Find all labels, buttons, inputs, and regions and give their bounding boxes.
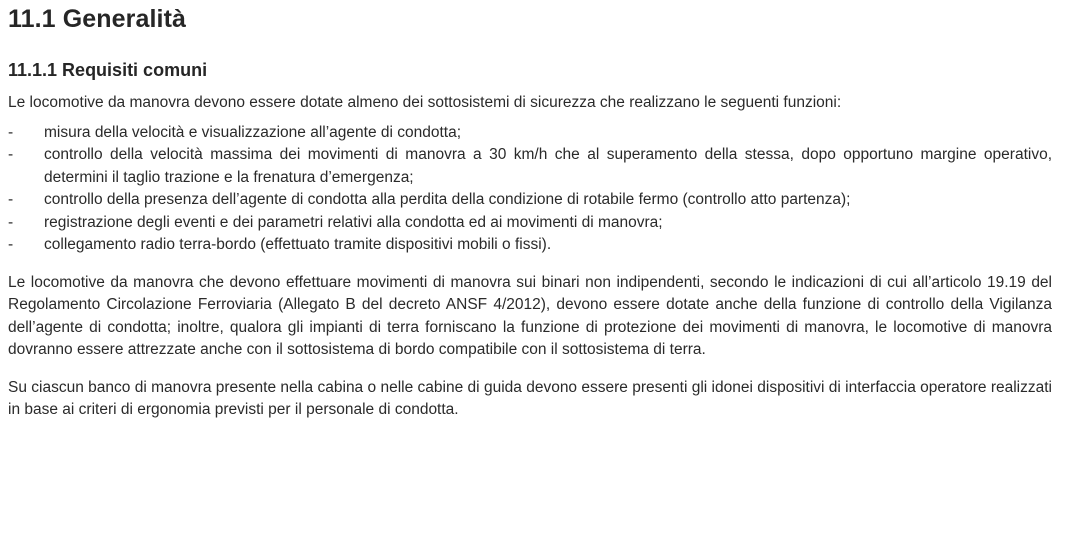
list-dash: -	[8, 191, 14, 208]
section-title: 11.1 Generalità	[8, 5, 187, 33]
requirement-text: misura della velocità e visualizzazione all’agente di condotta;	[44, 123, 462, 141]
intro-paragraph: Le locomotive da manovra devono essere dotate almeno dei sottosistemi di sicurezza che realizzano le seguenti funzioni:	[8, 94, 842, 111]
body-paragraph-2: Le locomotive da manovra che devono effettuare movimenti di manovra sui binari non indipendenti, secondo le indicazioni di cui all’articolo 19.19 del Regolamento Circolazione Ferroviaria (Allegato B del decreto ANSF 4/2012), devono essere dotate anche della funzione di controllo della Vigilanza dell’agente di condotta; inoltre, qualora gli impianti di terra forniscano la funzione di protezione dei movimenti di manovra, le locomotive di manovra dovranno essere attrezzate anche con il sottosistema di bordo compatibile con il sottosistema di terra.	[8, 273, 1052, 358]
requirement-item	[8, 144, 1052, 189]
requirement-item	[8, 234, 1052, 257]
subsection-title: 11.1.1 Requisiti comuni	[8, 60, 208, 80]
list-dash: -	[8, 236, 14, 253]
requirement-item	[8, 122, 1052, 145]
list-dash: -	[8, 146, 14, 163]
requirement-text: controllo della presenza dell’agente di condotta alla perdita della condizione di rotabile fermo (controllo atto partenza);	[44, 191, 851, 208]
requirement-text: controllo della velocità massima dei movimenti di manovra a 30 km/h che al superamento della stessa, dopo opportuno margine operativo, determini il taglio trazione e la frenatura d’emergenza;	[44, 146, 1052, 186]
requirements-list	[8, 122, 1052, 257]
body-paragraph-3: Su ciascun banco di manovra presente nella cabina o nelle cabine di guida devono essere presenti gli idonei dispositivi di interfaccia operatore realizzati in base ai criteri di ergonomia previsti per il personale di condotta.	[8, 378, 1052, 418]
requirement-text: registrazione degli eventi e dei parametri relativi alla condotta ed ai movimenti di manovra;	[44, 213, 663, 231]
requirement-item	[8, 212, 1052, 235]
list-dash: -	[8, 213, 14, 231]
requirement-text: collegamento radio terra-bordo (effettuato tramite dispositivi mobili o fissi).	[44, 236, 552, 253]
list-dash: -	[8, 123, 14, 141]
requirement-item	[8, 189, 1052, 212]
